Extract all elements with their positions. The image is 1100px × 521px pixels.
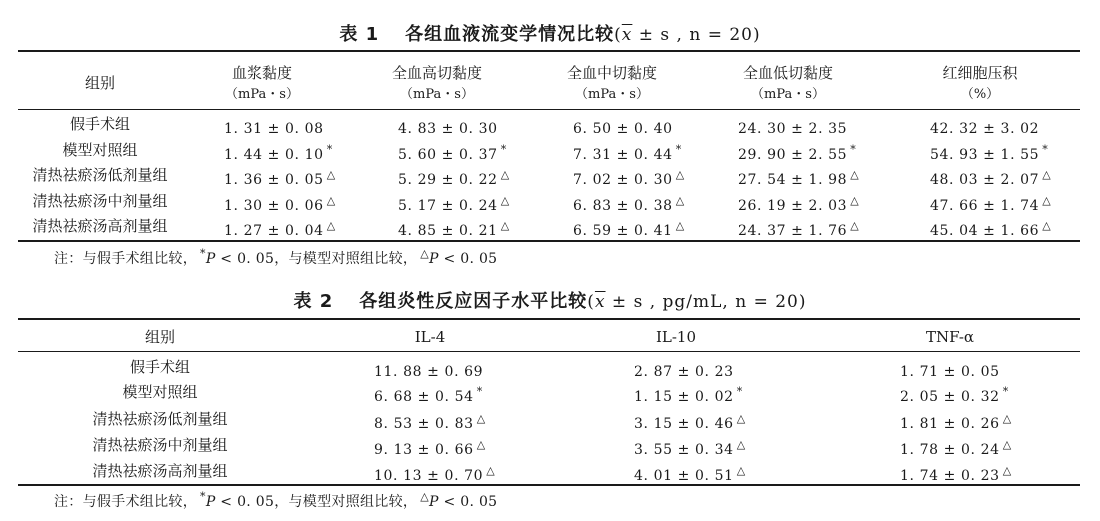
row-group-label: 清热祛瘀汤低剂量组 — [92, 410, 228, 428]
cell-value: 26. 19 ± 2. 03 — [738, 198, 848, 214]
table-cell — [634, 358, 737, 381]
cell-value: 48. 03 ± 2. 07 — [930, 172, 1040, 188]
column-header: IL-4 — [414, 328, 446, 346]
table-cell — [738, 115, 850, 138]
cell-value: 1. 31 ± 0. 08 — [224, 121, 324, 137]
table-cell — [398, 166, 510, 189]
cell-value: 5. 60 ± 0. 37 — [398, 147, 498, 163]
column-header: TNF-α — [925, 328, 975, 346]
table-cell — [573, 192, 685, 215]
cell-value: 54. 93 ± 1. 55 — [930, 147, 1040, 163]
cell-value: 7. 31 ± 0. 44 — [573, 147, 673, 163]
cell-value: 6. 50 ± 0. 40 — [573, 121, 673, 137]
table1-stats: ($\overline{x} \pm s$ , n = 20) — [614, 25, 761, 45]
significance-mark: △ — [1042, 168, 1052, 181]
table-cell — [900, 383, 1009, 406]
table-cell — [374, 462, 495, 485]
table2-title: 各组炎性反应因子水平比较 — [359, 291, 588, 312]
table1-label: 表 1 — [339, 24, 380, 45]
cell-value: 10. 13 ± 0. 70 — [374, 468, 484, 484]
significance-mark: △ — [326, 168, 336, 181]
significance-mark: * — [326, 143, 333, 156]
column-header-name: 组别 — [84, 74, 116, 92]
table1-top-rule — [18, 50, 1080, 52]
significance-mark: △ — [1002, 438, 1012, 451]
table-cell — [930, 141, 1048, 164]
table-cell — [900, 436, 1012, 459]
cell-value: 1. 71 ± 0. 05 — [900, 364, 1000, 380]
cell-value: 5. 29 ± 0. 22 — [398, 172, 498, 188]
cell-value: 24. 30 ± 2. 35 — [738, 121, 848, 137]
table-cell — [374, 358, 486, 381]
row-group-label: 清热祛瘀汤中剂量组 — [92, 436, 228, 454]
table1-header-rule — [18, 109, 1080, 110]
column-header-unit: （%） — [960, 87, 1000, 102]
significance-mark: △ — [675, 219, 685, 232]
column-header — [85, 72, 115, 94]
significance-mark: * — [1042, 143, 1049, 156]
table1-caption — [0, 20, 1100, 46]
significance-mark: △ — [476, 412, 486, 425]
cell-value: 5. 17 ± 0. 24 — [398, 198, 498, 214]
table-cell — [738, 217, 859, 240]
cell-value: 1. 27 ± 0. 04 — [224, 223, 324, 239]
cell-value: 1. 30 ± 0. 06 — [224, 198, 324, 214]
column-header-name: 血浆黏度 — [231, 64, 293, 82]
cell-value: 3. 55 ± 0. 34 — [634, 442, 734, 458]
table1-bottom-rule — [18, 240, 1080, 242]
significance-mark: △ — [1042, 219, 1052, 232]
cell-value: 42. 32 ± 3. 02 — [930, 121, 1040, 137]
table1-title: 各组血液流变学情况比较 — [405, 24, 615, 45]
table-cell — [398, 115, 501, 138]
table2-caption — [0, 287, 1100, 313]
cell-value: 27. 54 ± 1. 98 — [738, 172, 848, 188]
table-cell — [573, 166, 685, 189]
significance-mark: * — [1002, 385, 1009, 398]
cell-value: 7. 02 ± 0. 30 — [573, 172, 673, 188]
column-header-name: 全血高切黏度 — [391, 64, 483, 82]
cell-value: 1. 81 ± 0. 26 — [900, 416, 1000, 432]
table-cell — [930, 217, 1051, 240]
table-cell — [900, 410, 1012, 433]
significance-mark: * — [500, 143, 507, 156]
table-cell — [634, 383, 743, 406]
table-cell — [398, 192, 510, 215]
row-group-label: 假手术组 — [69, 115, 131, 133]
cell-value: 3. 15 ± 0. 46 — [634, 416, 734, 432]
column-header-name: 红细胞压积 — [942, 64, 1018, 82]
significance-mark: △ — [850, 219, 860, 232]
row-group-label: 模型对照组 — [62, 141, 138, 159]
table-cell — [930, 192, 1051, 215]
table2-label: 表 2 — [293, 291, 334, 312]
table2-stats: ($\overline{x} \pm s$ , pg/mL, n = 20) — [587, 292, 807, 312]
table2-bottom-rule — [18, 484, 1080, 486]
significance-mark: △ — [500, 168, 510, 181]
significance-mark: △ — [1042, 194, 1052, 207]
column-header: IL-10 — [655, 328, 697, 346]
column-header — [743, 62, 833, 106]
table-cell — [374, 410, 486, 433]
cell-value: 1. 78 ± 0. 24 — [900, 442, 1000, 458]
significance-mark: △ — [675, 194, 685, 207]
table2-note: 注：与假手术组比较， *P < 0. 05，与模型对照组比较， △P < 0. 05 — [54, 490, 498, 510]
table-cell — [900, 462, 1012, 485]
table-cell — [573, 141, 682, 164]
row-group-label: 清热祛瘀汤高剂量组 — [92, 462, 228, 480]
row-group-label: 清热祛瘀汤中剂量组 — [32, 192, 168, 210]
cell-value: 4. 85 ± 0. 21 — [398, 223, 498, 239]
significance-mark: * — [476, 385, 483, 398]
column-header — [567, 62, 657, 106]
column-header-name: 全血中切黏度 — [566, 64, 658, 82]
cell-value: 11. 88 ± 0. 69 — [374, 364, 484, 380]
table-cell — [398, 217, 510, 240]
column-header — [225, 62, 299, 106]
cell-value: 1. 15 ± 0. 02 — [634, 389, 734, 405]
table-cell — [224, 141, 333, 164]
column-header — [942, 62, 1017, 106]
table-cell — [374, 436, 486, 459]
table-cell — [738, 141, 856, 164]
table-cell — [224, 166, 336, 189]
cell-value: 1. 44 ± 0. 10 — [224, 147, 324, 163]
row-group-label: 清热祛瘀汤高剂量组 — [32, 217, 168, 235]
cell-value: 29. 90 ± 2. 55 — [738, 147, 848, 163]
significance-mark: △ — [850, 168, 860, 181]
significance-mark: △ — [476, 438, 486, 451]
table-cell — [900, 358, 1003, 381]
significance-mark: △ — [736, 412, 746, 425]
significance-mark: △ — [1002, 464, 1012, 477]
column-header-unit: （mPa・s） — [400, 87, 474, 102]
table-cell — [634, 410, 746, 433]
cell-value: 1. 74 ± 0. 23 — [900, 468, 1000, 484]
column-header: 组别 — [144, 328, 176, 346]
table-cell — [738, 166, 859, 189]
significance-mark: △ — [326, 194, 336, 207]
table-cell — [224, 115, 327, 138]
column-header-name: 全血低切黏度 — [742, 64, 834, 82]
row-group-label: 模型对照组 — [122, 383, 198, 401]
cell-value: 2. 05 ± 0. 32 — [900, 389, 1000, 405]
table-cell — [930, 115, 1042, 138]
cell-value: 9. 13 ± 0. 66 — [374, 442, 474, 458]
significance-mark: * — [675, 143, 682, 156]
table1-note: 注：与假手术组比较， *P < 0. 05，与模型对照组比较， △P < 0. 05 — [54, 247, 498, 267]
cell-value: 6. 68 ± 0. 54 — [374, 389, 474, 405]
table-cell — [224, 192, 336, 215]
significance-mark: △ — [736, 464, 746, 477]
column-header-unit: （mPa・s） — [751, 87, 825, 102]
significance-mark: △ — [675, 168, 685, 181]
table2-top-rule — [18, 318, 1080, 320]
table-cell — [398, 141, 507, 164]
cell-value: 24. 37 ± 1. 76 — [738, 223, 848, 239]
cell-value: 2. 87 ± 0. 23 — [634, 364, 734, 380]
column-header — [392, 62, 482, 106]
significance-mark: △ — [500, 219, 510, 232]
table-cell — [930, 166, 1051, 189]
table-cell — [634, 436, 746, 459]
cell-value: 6. 83 ± 0. 38 — [573, 198, 673, 214]
column-header-unit: （mPa・s） — [225, 87, 299, 102]
significance-mark: △ — [736, 438, 746, 451]
significance-mark: * — [736, 385, 743, 398]
row-group-label: 假手术组 — [129, 358, 191, 376]
table-cell — [224, 217, 336, 240]
significance-mark: △ — [500, 194, 510, 207]
significance-mark: * — [850, 143, 857, 156]
significance-mark: △ — [326, 219, 336, 232]
cell-value: 47. 66 ± 1. 74 — [930, 198, 1040, 214]
table-cell — [738, 192, 859, 215]
table-cell — [634, 462, 746, 485]
cell-value: 8. 53 ± 0. 83 — [374, 416, 474, 432]
cell-value: 6. 59 ± 0. 41 — [573, 223, 673, 239]
table-cell — [374, 383, 483, 406]
column-header-unit: （mPa・s） — [575, 87, 649, 102]
table-cell — [573, 217, 685, 240]
cell-value: 4. 83 ± 0. 30 — [398, 121, 498, 137]
significance-mark: △ — [850, 194, 860, 207]
table2-header-rule — [18, 351, 1080, 352]
significance-mark: △ — [486, 464, 496, 477]
table-cell — [573, 115, 676, 138]
cell-value: 45. 04 ± 1. 66 — [930, 223, 1040, 239]
significance-mark: △ — [1002, 412, 1012, 425]
cell-value: 4. 01 ± 0. 51 — [634, 468, 734, 484]
row-group-label: 清热祛瘀汤低剂量组 — [32, 166, 168, 184]
cell-value: 1. 36 ± 0. 05 — [224, 172, 324, 188]
